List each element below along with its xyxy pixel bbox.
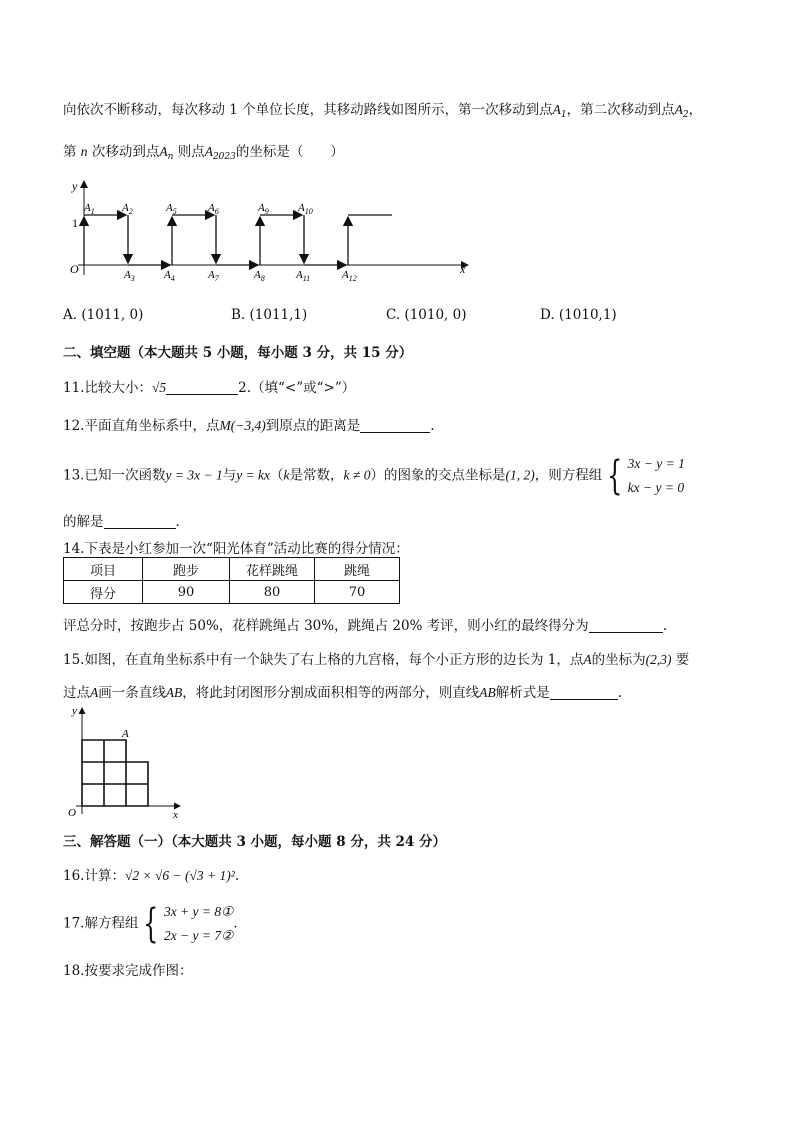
point-a-label: A	[122, 728, 129, 740]
q15-answer-blank[interactable]	[550, 685, 618, 700]
system-brace: {	[607, 453, 623, 499]
table-header-row	[64, 558, 400, 581]
svg-text:A8: $A_8$	[254, 269, 265, 283]
q13-answer-blank[interactable]	[104, 514, 176, 529]
table-cell: 80	[230, 581, 315, 604]
option-b[interactable]: B. (1011,1)	[231, 307, 308, 323]
option-c[interactable]: C. (1010, 0)	[386, 307, 467, 323]
q15-line1: 15.如图，在直角坐标系中有一个缺失了右上格的九宫格，每个小正方形的边长为 1，点A的坐标为(2,3) 要	[63, 652, 690, 668]
q11-answer-blank[interactable]	[166, 380, 238, 395]
nine-grid	[82, 740, 148, 806]
q18: 18.按要求完成作图：	[63, 963, 193, 979]
q10-line2: 第 n 次移动到点$A_n$ 则点$A_{2023}$的坐标是（ ）	[63, 144, 344, 162]
table-cell: 项目	[64, 558, 143, 581]
svg-text:A3: $A_3$	[124, 269, 135, 283]
q15-line2: 过点A画一条直线AB，将此封闭图形分割成面积相等的两部分，则直线AB解析式是 .	[63, 685, 623, 701]
table-cell: 70	[315, 581, 400, 604]
option-d[interactable]: D. (1010,1)	[540, 307, 617, 323]
table-row	[64, 581, 400, 604]
svg-text:A12: $A_{12}$	[342, 269, 357, 283]
x-axis-label: x	[460, 262, 466, 276]
system-brace: {	[143, 901, 159, 947]
point-labels	[83, 202, 357, 283]
q10-line1: 向依次不断移动，每次移动 1 个单位长度，其移动路线如图所示，第一次移动到点$A_1$，第二次移动到点$A_2$，	[63, 102, 703, 120]
x-axis-label: x	[173, 809, 178, 820]
q17: 17.解方程组 { 3x + y = 8① 2x − y = 7② .	[63, 901, 238, 947]
svg-text:A7: $A_7$	[208, 269, 219, 283]
svg-text:A10: $A_{10}$	[298, 202, 313, 216]
q12-answer-blank[interactable]	[360, 418, 430, 433]
movement-path	[84, 215, 392, 265]
y-axis-label: y	[72, 179, 78, 193]
origin-label: O	[68, 807, 76, 819]
svg-text:A9: $A_9$	[258, 202, 269, 216]
q12: 12.平面直角坐标系中，点M(−3,4)到原点的距离是 .	[63, 418, 435, 434]
q16: 16.计算：√2 × √6 − (√3 + 1)².	[63, 868, 240, 884]
table-cell: 跑步	[143, 558, 230, 581]
tick-one: 1	[72, 216, 78, 230]
svg-text:A6: $A_6$	[208, 202, 219, 216]
section-2-heading: 二、填空题（本大题共 5 小题，每小题 3 分，共 15 分）	[63, 345, 413, 361]
q13-line2: 的解是 .	[63, 514, 180, 530]
option-a[interactable]: A. (1011, 0)	[63, 307, 144, 323]
table-cell: 90	[143, 581, 230, 604]
score-table	[63, 557, 400, 604]
table-cell: 跳绳	[315, 558, 400, 581]
grid-figure	[62, 702, 187, 820]
svg-text:A5: $A_5$	[166, 202, 177, 216]
table-cell: 花样跳绳	[230, 558, 315, 581]
q14-intro: 14.下表是小红参加一次“阳光体育”活动比赛的得分情况：	[63, 541, 409, 557]
q13-line1: 13.已知一次函数y = 3x − 1与y = kx（k是常数，k ≠ 0）的图象的交点坐标是(1, 2)，则方程组 { 3x − y = 1 kx − y = 0	[63, 453, 685, 499]
q14-question: 评总分时，按跑步占 50%，花样跳绳占 30%，跳绳占 20% 考评，则小红的最终得分为 .	[63, 618, 667, 634]
svg-text:A11: $A_{11}$	[296, 269, 311, 283]
svg-text:A2: $A_2$	[122, 202, 133, 216]
y-axis-label: y	[72, 705, 77, 717]
table-cell: 得分	[64, 581, 143, 604]
movement-path-figure	[60, 175, 480, 287]
q14-answer-blank[interactable]	[589, 618, 663, 633]
q11: 11.比较大小：√5 2.（填“<”或“>”）	[63, 380, 356, 396]
origin-label: O	[70, 262, 79, 276]
svg-text:A1: $A_1$	[84, 202, 95, 216]
svg-text:A4: $A_4$	[164, 269, 175, 283]
section-3-heading: 三、解答题（一）（本大题共 3 小题，每小题 8 分，共 24 分）	[63, 834, 447, 850]
